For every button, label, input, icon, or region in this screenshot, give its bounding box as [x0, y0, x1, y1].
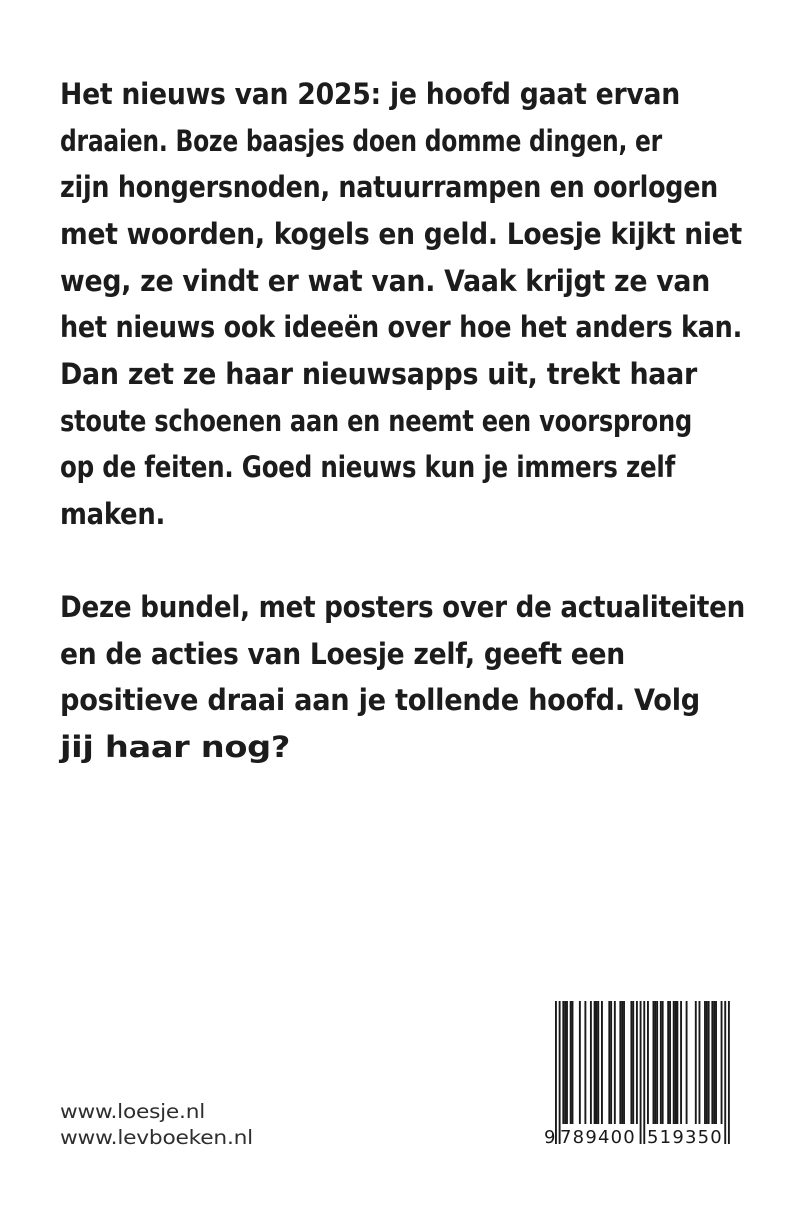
barcode-bar	[597, 1001, 599, 1124]
barcode-first-digit: 9	[544, 1127, 556, 1148]
barcode-bar	[647, 1001, 649, 1124]
barcode-graphic	[536, 1001, 736, 1151]
barcode-bar	[601, 1001, 603, 1124]
loesje-website-link[interactable]: www.loesje.nl	[60, 1100, 206, 1123]
barcode-bar	[667, 1001, 669, 1124]
barcode-bar	[579, 1001, 581, 1124]
blurb-line: op de feiten. Goed nieuws kun je immers zelf	[60, 450, 676, 484]
website-links	[60, 1099, 254, 1151]
blurb-line: en de acties van Loesje zelf, geeft een	[60, 637, 625, 671]
blurb-line: maken.	[60, 497, 165, 531]
barcode-bar	[656, 1001, 658, 1124]
barcode-bar	[654, 1001, 656, 1124]
barcode-bar	[686, 1001, 688, 1124]
blurb-line: draaien. Boze baasjes doen domme dingen, er	[60, 124, 662, 158]
barcode-bar	[562, 1001, 564, 1124]
levboeken-website-link[interactable]: www.levboeken.nl	[60, 1126, 254, 1149]
barcode-bar	[636, 1001, 638, 1124]
isbn-barcode	[536, 1001, 736, 1151]
barcode-bar	[653, 1001, 655, 1124]
barcode-bar	[630, 1001, 632, 1124]
barcode-bar	[623, 1001, 625, 1124]
barcode-bar	[555, 1001, 557, 1144]
barcode-bar	[610, 1001, 612, 1124]
blurb-line: weg, ze vindt er wat van. Vaak krijgt ze van	[60, 264, 711, 298]
barcode-bar	[680, 1001, 682, 1124]
barcode-bar	[728, 1001, 730, 1144]
barcode-bar	[669, 1001, 671, 1124]
barcode-bar	[724, 1001, 726, 1144]
blurb-line: het nieuws ook ideeën over hoe het anders kan.	[60, 310, 743, 344]
barcode-bar	[570, 1001, 572, 1124]
barcode-bar	[608, 1001, 610, 1124]
barcode-bar	[595, 1001, 597, 1124]
barcode-bar	[564, 1001, 566, 1124]
barcode-bar	[711, 1001, 713, 1124]
blurb-line: positieve draai aan je tollende hoofd. Volg	[60, 683, 700, 717]
barcode-bar	[621, 1001, 623, 1124]
barcode-bar	[676, 1001, 678, 1124]
barcode-bar	[715, 1001, 717, 1124]
barcode-bar	[721, 1001, 723, 1124]
barcode-bar	[660, 1001, 662, 1124]
barcode-bar	[619, 1001, 621, 1124]
barcode-left-digits: 789400	[560, 1127, 636, 1148]
barcode-bar	[695, 1001, 697, 1124]
barcode-bar	[632, 1001, 634, 1124]
blurb-line: Dan zet ze haar nieuwsapps uit, trekt haar	[60, 357, 698, 391]
blurb-line: met woorden, kogels en geld. Loesje kijkt niet	[60, 217, 742, 251]
blurb-line: jij haar nog?	[60, 730, 290, 764]
barcode-bar	[594, 1001, 596, 1124]
barcode-bars	[555, 1001, 730, 1144]
barcode-bar	[706, 1001, 708, 1124]
barcode-bar	[699, 1001, 701, 1124]
barcode-bar	[590, 1001, 592, 1124]
barcode-bar	[614, 1001, 616, 1124]
barcode-bar	[708, 1001, 710, 1124]
barcode-bar	[713, 1001, 715, 1124]
barcode-bar	[572, 1001, 574, 1124]
barcode-bar	[643, 1001, 645, 1144]
barcode-bar	[704, 1001, 706, 1124]
blurb-line: stoute schoenen aan en neemt een voorsprong	[60, 404, 692, 438]
barcode-bar	[566, 1001, 568, 1124]
barcode-bar	[662, 1001, 664, 1124]
barcode-bar	[584, 1001, 586, 1124]
blurb-line: Deze bundel, met posters over de actualiteiten	[60, 590, 745, 624]
barcode-right-digits: 519350	[647, 1127, 723, 1148]
barcode-bar	[673, 1001, 675, 1124]
barcode-bar	[559, 1001, 561, 1144]
blurb-line: zijn hongersnoden, natuurrampen en oorlogen	[60, 170, 719, 204]
barcode-bar	[675, 1001, 677, 1124]
barcode-bar	[640, 1001, 642, 1144]
blurb-line: Het nieuws van 2025: je hoofd gaat ervan	[60, 77, 681, 111]
